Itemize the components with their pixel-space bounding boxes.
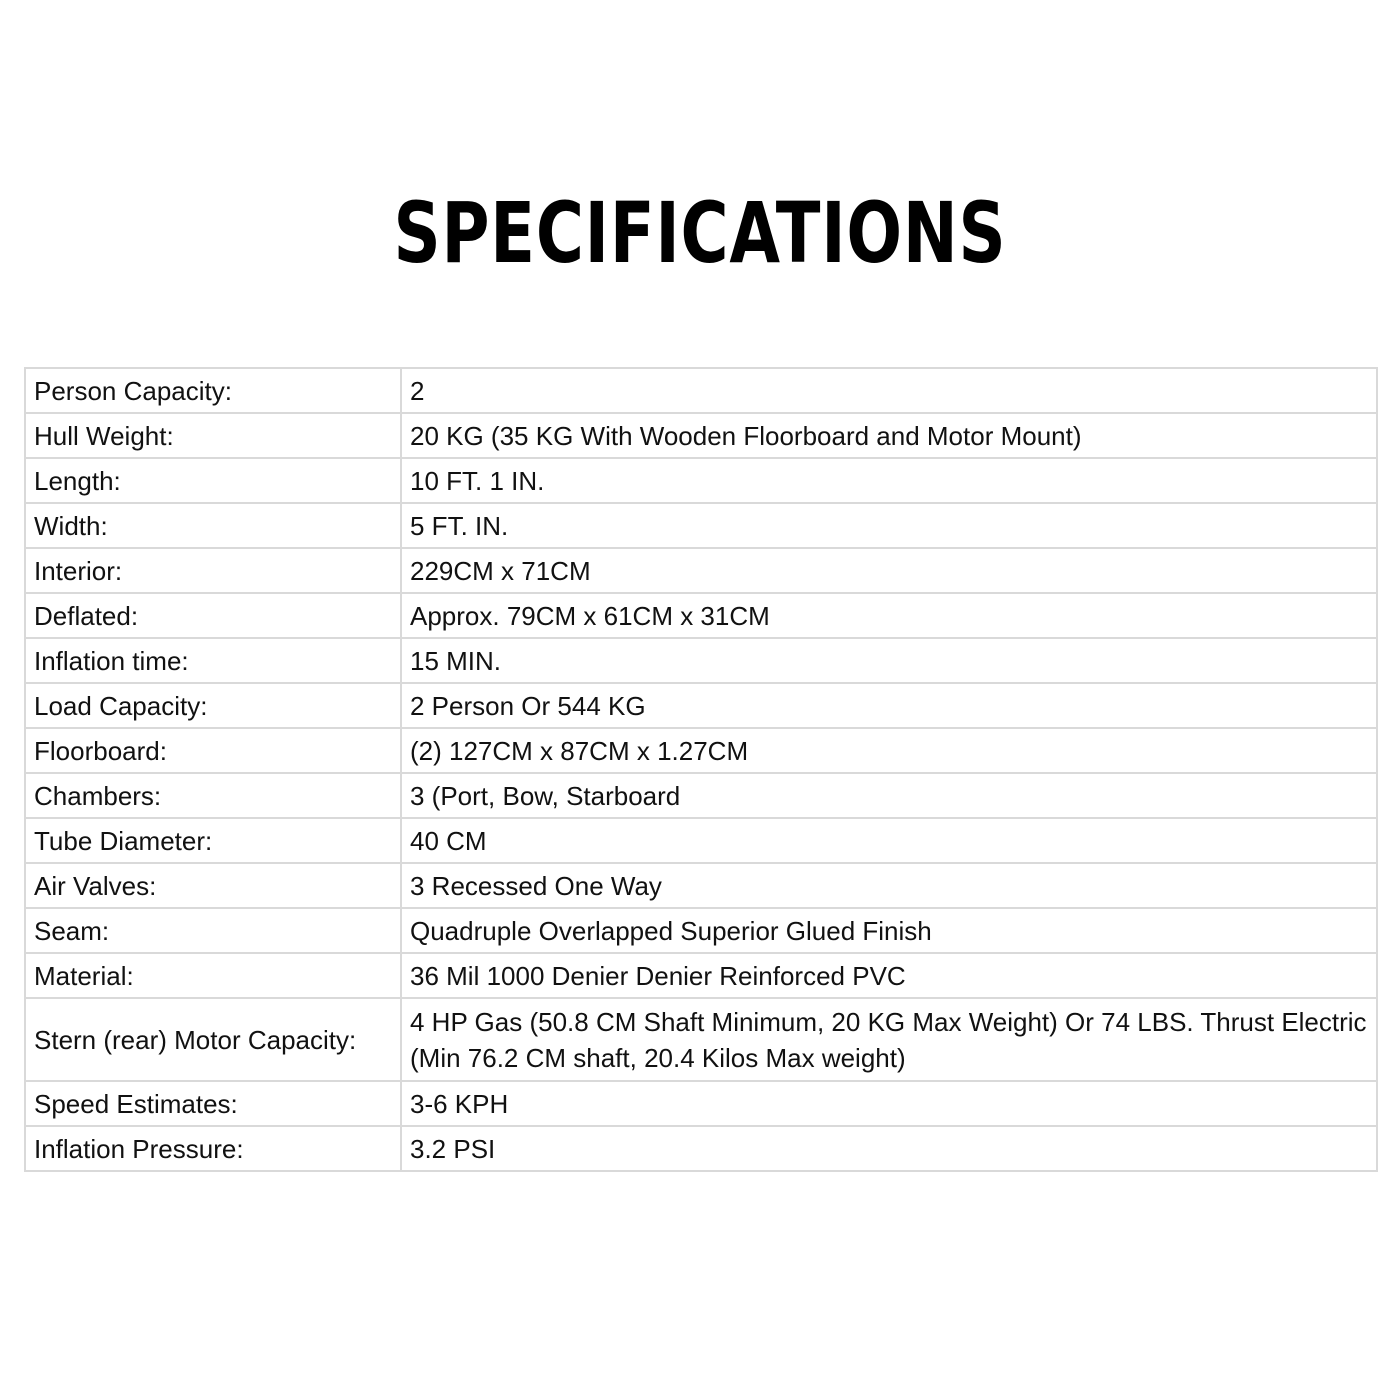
spec-label: Seam: [25,908,401,953]
spec-row [25,368,1377,413]
spec-value: Approx. 79CM x 61CM x 31CM [401,593,1377,638]
spec-value: 4 HP Gas (50.8 CM Shaft Minimum, 20 KG Max Weight) Or 74 LBS. Thrust Electric (Min 76.2 CM shaft, 20.4 Kilos Max weight) [401,998,1377,1081]
spec-label: Inflation Pressure: [25,1126,401,1171]
spec-value: 3 Recessed One Way [401,863,1377,908]
spec-label: Tube Diameter: [25,818,401,863]
spec-value: 40 CM [401,818,1377,863]
spec-label: Width: [25,503,401,548]
spec-row [25,593,1377,638]
spec-value: 15 MIN. [401,638,1377,683]
spec-value: 2 [401,368,1377,413]
spec-row [25,548,1377,593]
spec-value: 2 Person Or 544 KG [401,683,1377,728]
spec-label: Hull Weight: [25,413,401,458]
spec-label: Chambers: [25,773,401,818]
specifications-table [24,367,1378,1172]
spec-label: Inflation time: [25,638,401,683]
spec-value: 20 KG (35 KG With Wooden Floorboard and Motor Mount) [401,413,1377,458]
spec-row [25,728,1377,773]
spec-row [25,683,1377,728]
spec-label: Stern (rear) Motor Capacity: [25,998,401,1081]
spec-row [25,638,1377,683]
spec-value: 5 FT. IN. [401,503,1377,548]
spec-value: 3 (Port, Bow, Starboard [401,773,1377,818]
spec-value: 3-6 KPH [401,1081,1377,1126]
spec-row [25,773,1377,818]
spec-label: Person Capacity: [25,368,401,413]
spec-value: Quadruple Overlapped Superior Glued Finish [401,908,1377,953]
spec-value: 36 Mil 1000 Denier Denier Reinforced PVC [401,953,1377,998]
spec-value: (2) 127CM x 87CM x 1.27CM [401,728,1377,773]
spec-row [25,863,1377,908]
spec-label: Length: [25,458,401,503]
spec-value: 10 FT. 1 IN. [401,458,1377,503]
page-title: SPECIFICATIONS [393,184,1007,282]
spec-row [25,1126,1377,1171]
spec-row [25,953,1377,998]
spec-label: Interior: [25,548,401,593]
spec-label: Air Valves: [25,863,401,908]
spec-row [25,458,1377,503]
spec-label: Speed Estimates: [25,1081,401,1126]
spec-row [25,818,1377,863]
spec-row [25,998,1377,1081]
spec-value: 3.2 PSI [401,1126,1377,1171]
spec-value: 229CM x 71CM [401,548,1377,593]
spec-label: Deflated: [25,593,401,638]
spec-row [25,413,1377,458]
spec-row [25,908,1377,953]
spec-row [25,1081,1377,1126]
spec-label: Material: [25,953,401,998]
spec-row [25,503,1377,548]
spec-label: Floorboard: [25,728,401,773]
spec-label: Load Capacity: [25,683,401,728]
